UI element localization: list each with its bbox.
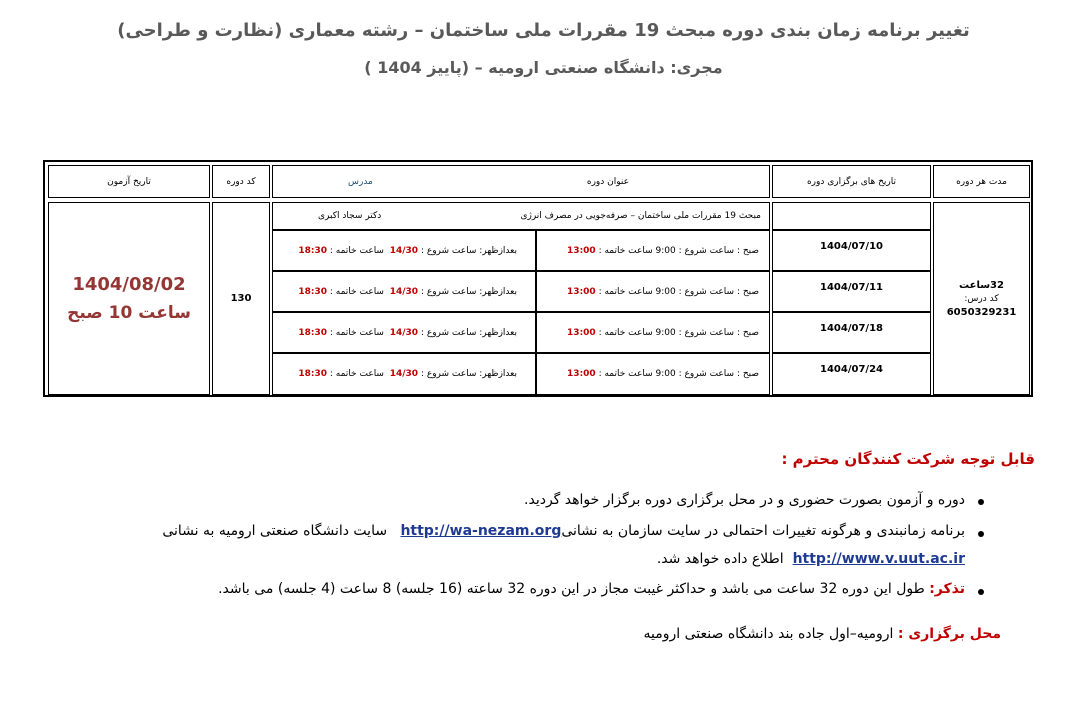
course-code: 130 [212,202,270,395]
duration-hours: 32ساعت [959,279,1004,291]
notice-bullet-1: دوره و آزمون بصورت حضوری و در محل برگزاری دوره برگزار خواهد گردید. [524,492,965,508]
header-dates: تاریخ های برگزاری دوره [772,165,931,198]
uut-link[interactable]: http://www.v.uut.ac.ir [792,551,965,567]
header-course-title-label: عنوان دوره [586,176,629,187]
session-morning: صبح : ساعت شروع : 9:00 ساعت خاتمه : 13:00 [536,271,770,312]
course-name: مبحث 19 مقررات ملی ساختمان – صرفه‌جویی در مصرف انرژی [520,211,761,221]
session-date: 1404/07/24 [772,353,931,395]
dates-blank-cell [772,202,931,230]
notice-bullet-3: تذکر: طول این دوره 32 ساعت می باشد و حداکثر غیبت مجاز در این دوره 32 ساعته (16 جلسه) 8 ساعت (4 جلسه) می باشد. [218,581,965,597]
session-afternoon: بعدازظهر: ساعت شروع : 14/30 ساعت خاتمه : 18:30 [272,230,536,271]
duration-code: 6050329231 [946,306,1017,318]
session-afternoon: بعدازظهر: ساعت شروع : 14/30 ساعت خاتمه : 18:30 [272,312,536,353]
exam-date: 1404/08/02 [72,274,186,295]
header-exam-date: تاریخ آزمون [48,165,210,198]
session-morning: صبح : ساعت شروع : 9:00 ساعت خاتمه : 13:00 [536,353,770,395]
header-course-title [272,165,770,198]
schedule-table [43,160,1033,397]
session-date: 1404/07/10 [772,230,931,271]
instructor-name: دکتر سجاد اکبری [318,211,382,221]
notice-title: قابل توجه شرکت کنندگان محترم : [781,450,1035,468]
bullet-dot [978,531,984,537]
exam-cell [48,202,210,395]
exam-time: ساعت 10 صبح [67,303,191,323]
header-code: کد دوره [212,165,270,198]
page-subtitle: مجری: دانشگاه صنعتی ارومیه – (پاییز 1404 ) [364,58,723,77]
header-instructor: مدرس [348,176,373,187]
location: محل برگزاری : ارومیه–اول جاده بند دانشگاه صنعتی ارومیه [643,626,1001,642]
duration-code-label: کد درس: [964,293,999,304]
session-afternoon: بعدازظهر: ساعت شروع : 14/30 ساعت خاتمه : 18:30 [272,271,536,312]
duration-cell [933,202,1030,395]
session-date: 1404/07/18 [772,312,931,353]
notice-bullet-2: برنامه زمانبندی و هرگونه تغییرات احتمالی در سایت سازمان به نشانیhttp://wa-nezam.org سایت دانشگاه صنعتی ارومیه به نشانی [162,523,965,539]
bullet-dot [978,499,984,505]
session-date: 1404/07/11 [772,271,931,312]
session-morning: صبح : ساعت شروع : 9:00 ساعت خاتمه : 13:00 [536,312,770,353]
wa-nezam-link[interactable]: http://wa-nezam.org [400,523,562,539]
course-name-cell [272,202,770,230]
bullet-dot [978,589,984,595]
session-afternoon: بعدازظهر: ساعت شروع : 14/30 ساعت خاتمه : 18:30 [272,353,536,395]
header-duration: مدت هر دوره [933,165,1030,198]
session-morning: صبح : ساعت شروع : 9:00 ساعت خاتمه : 13:00 [536,230,770,271]
notice-bullet-2-cont: http://www.v.uut.ac.ir اطلاع داده خواهد شد. [656,551,965,567]
page-title: تغییر برنامه زمان بندی دوره مبحث 19 مقررات ملی ساختمان – رشته معماری (نظارت و طراحی) [117,20,970,41]
